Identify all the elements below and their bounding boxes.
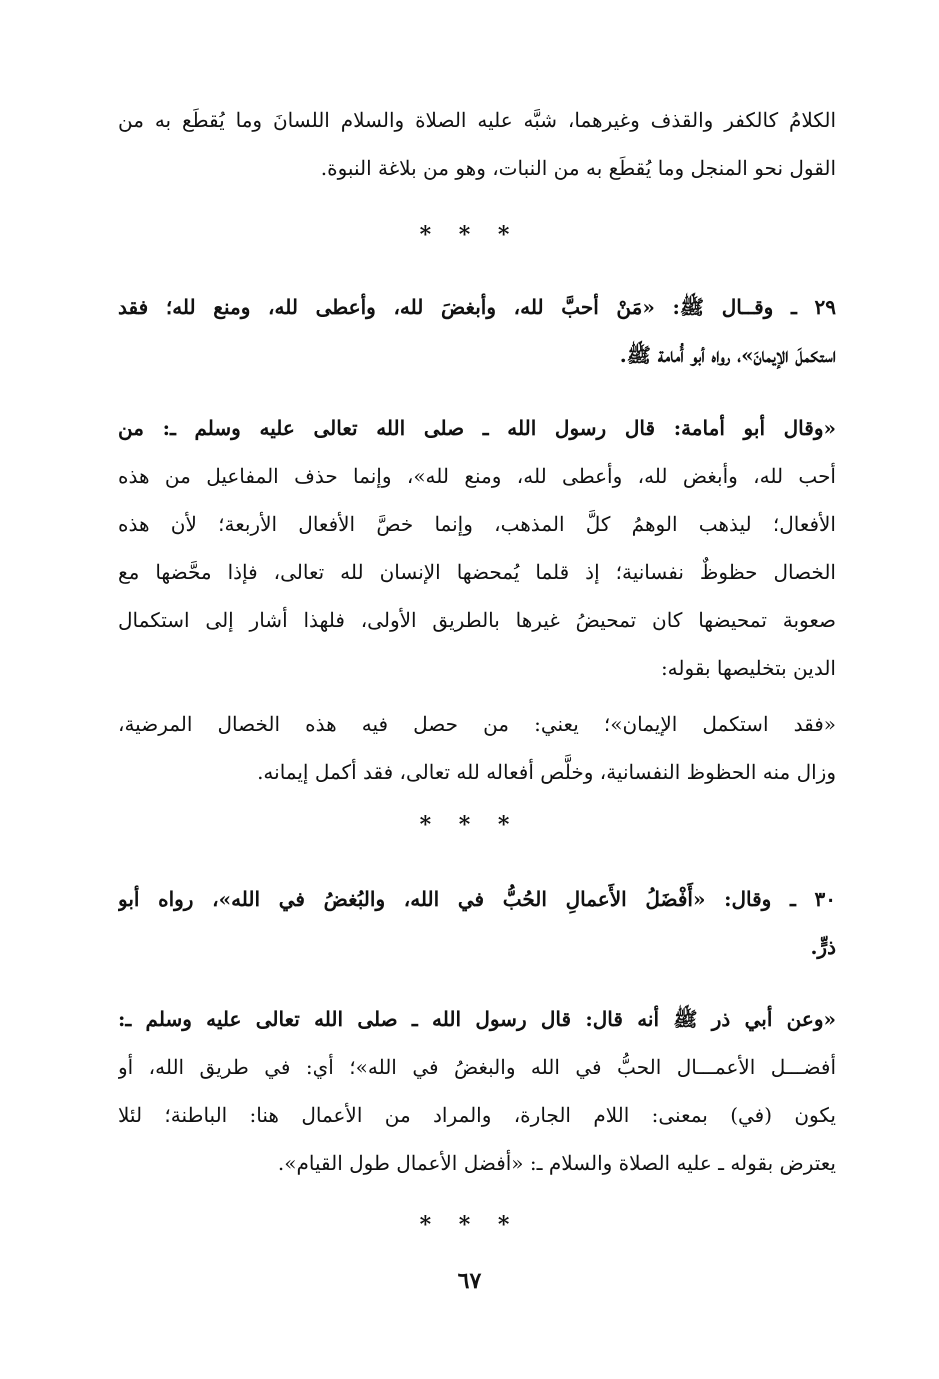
text-line: أفضـــل الأعمـــال الحبُّ في الله والبغضُ في الله»؛ أي: في طريق الله، أو <box>118 1055 836 1079</box>
text-line: أحب لله، وأبغض لله، وأعطى لله، ومنع لله»، وإنما حذف المفاعيل من هذه <box>118 464 836 488</box>
section-divider: * * * <box>419 222 520 248</box>
text-line: صعوبة تمحيضها كان تمحيضُ غيرها بالطريق الأولى، فلهذا أشار إلى استكمال <box>118 608 836 632</box>
commentary-29 <box>118 404 836 692</box>
text-line: «وعن أبي ذر ﷺ أنه قال: قال رسول الله ـ صلى الله تعالى عليه وسلم ـ: <box>118 1007 836 1031</box>
text-line: القول نحو المنجل وما يُقطَع به من النبات، وهو من بلاغة النبوة. <box>320 156 836 180</box>
commentary-29-conclusion <box>118 700 836 796</box>
text-line: «فقد استكمل الإيمان»؛ يعني: من حصل فيه هذه الخصال المرضية، <box>118 712 836 736</box>
page-number: ٦٧ <box>457 1268 482 1294</box>
text-line: الخصال حظوظٌ نفسانية؛ إذ قلما يُمحضها الإنسان لله تعالى، فإذا محَّضها مع <box>118 560 836 584</box>
paragraph-1 <box>118 96 836 192</box>
section-divider: * * * <box>419 1212 520 1238</box>
text-line: الكلامُ كالكفر والقذف وغيرهما، شبَّه عليه الصلاة والسلام اللسانَ وما يُقطَع به من <box>118 108 836 132</box>
text-line: استكملَ الإيمانَ»، رواه أبو أُمامة ﷺ. <box>619 343 836 367</box>
text-line: الدين بتخليصها بقوله: <box>660 656 836 680</box>
text-line: الأفعال؛ ليذهب الوهمُ كلَّ المذهب، وإنما خصَّ الأفعال الأربعة؛ لأن هذه <box>118 512 836 536</box>
commentary-30 <box>118 995 836 1187</box>
text-line: وزال منه الحظوظ النفسانية، وخلَّص أفعاله لله تعالى، فقد أكمل إيمانه. <box>257 760 836 784</box>
text-line: ٢٩ ـ وقــال ﷺ: «مَنْ أحبَّ لله، وأبغضَ لله، وأعطى لله، ومنع لله؛ فقد <box>118 295 836 319</box>
section-divider: * * * <box>419 812 520 838</box>
text-line: يكون (في) بمعنى: اللام الجارة، والمراد من الأعمال هنا: الباطنة؛ لئلا <box>118 1103 836 1127</box>
hadith-30 <box>118 875 836 971</box>
text-line: ذرٍّ. <box>810 935 836 959</box>
hadith-29 <box>118 283 836 379</box>
text-line: «وقال أبو أمامة: قال رسول الله ـ صلى الله تعالى عليه وسلم ـ: من <box>118 416 836 440</box>
text-line: ٣٠ ـ وقال: «أَفْضَلُ الأَعمالِ الحُبُّ في الله، والبُغضُ في الله»، رواه أبو <box>118 887 836 911</box>
text-line: يعترض بقوله ـ عليه الصلاة والسلام ـ: «أفضل الأعمال طول القيام». <box>277 1151 836 1175</box>
